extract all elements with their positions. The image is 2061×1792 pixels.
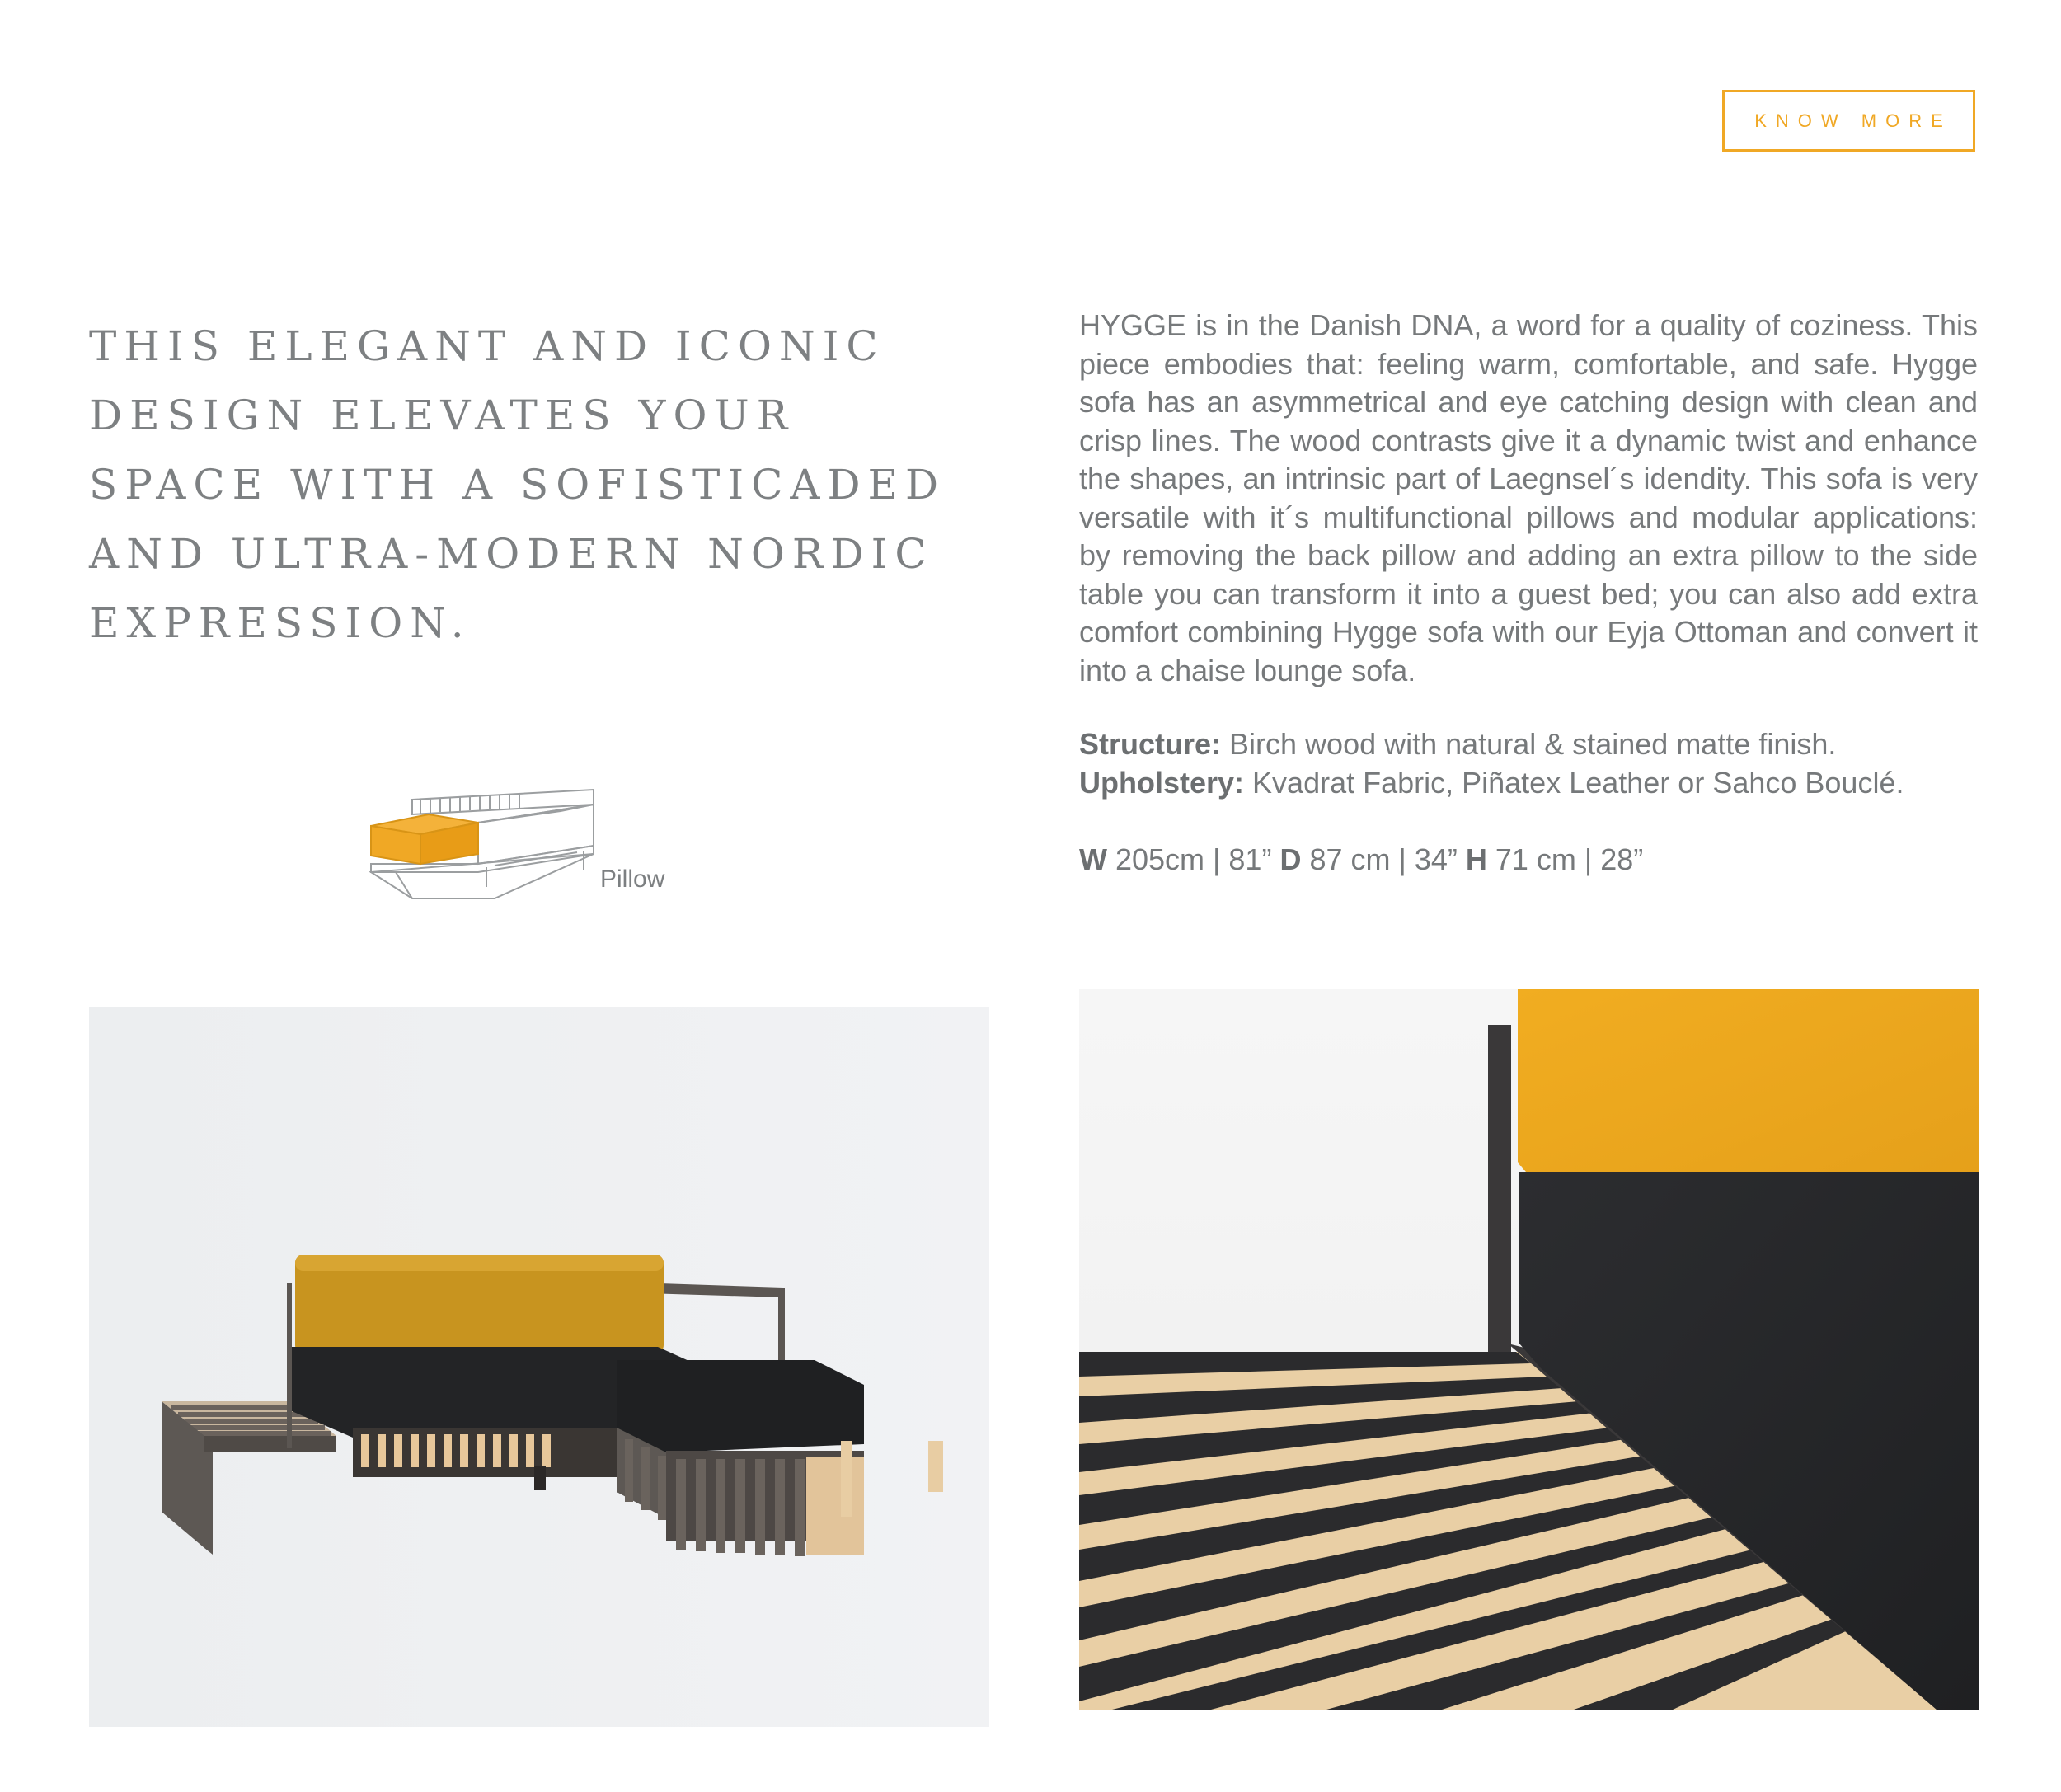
structure-spec (1079, 725, 1978, 764)
sofa-photo (89, 1007, 989, 1727)
height-value: 71 cm | 28” (1486, 842, 1644, 876)
pillow-diagram (363, 775, 610, 923)
diagram-pillow (371, 814, 478, 864)
depth-label: D (1279, 842, 1302, 876)
height-label: H (1465, 842, 1487, 876)
width-value: 205cm | 81” (1106, 842, 1280, 876)
upholstery-label: Upholstery: (1079, 765, 1245, 800)
detail-back-cushion (1518, 989, 1979, 1182)
depth-value: 87 cm | 34” (1301, 842, 1466, 876)
pillow-label: Pillow (600, 866, 665, 893)
product-dimensions (1079, 841, 1978, 880)
detail-photo (1079, 989, 1979, 1710)
detail-illustration (1079, 989, 1979, 1710)
width-label: W (1079, 842, 1107, 876)
structure-label: Structure: (1079, 727, 1222, 761)
structure-value: Birch wood with natural & stained matte finish. (1221, 727, 1837, 761)
sofa-illustration (89, 1007, 989, 1727)
upholstery-spec (1079, 764, 1978, 803)
product-specs (1079, 725, 1978, 802)
upholstery-value: Kvadrat Fabric, Piñatex Leather or Sahco Bouclé. (1244, 765, 1904, 800)
product-description: HYGGE is in the Danish DNA, a word for a quality of coziness. This piece embodies that: feeling warm, comfortable, and safe. Hygge sofa has an asymmetrical and eye catching design with clean and crisp lines. The wood contrasts give it a dynamic twist and enhance the shapes, an intrinsic part of Laegnsel´s idendity. This sofa is very versatile with it´s multifunctional pillows and modular applications: by removing the back pillow and adding an extra pillow to the side table you can transform it into a guest bed; you can also add extra comfort combining Hygge sofa with our Eyja Ottoman and convert it into a chaise lounge sofa. (1079, 308, 1978, 687)
know-more-button[interactable]: KNOW MORE (1722, 90, 1975, 152)
page-title: THIS ELEGANT AND ICONIC DESIGN ELEVATES YOUR SPACE WITH A SOFISTICADED AND ULTRA-MODERN NORDIC EXPRESSION. (89, 322, 946, 647)
